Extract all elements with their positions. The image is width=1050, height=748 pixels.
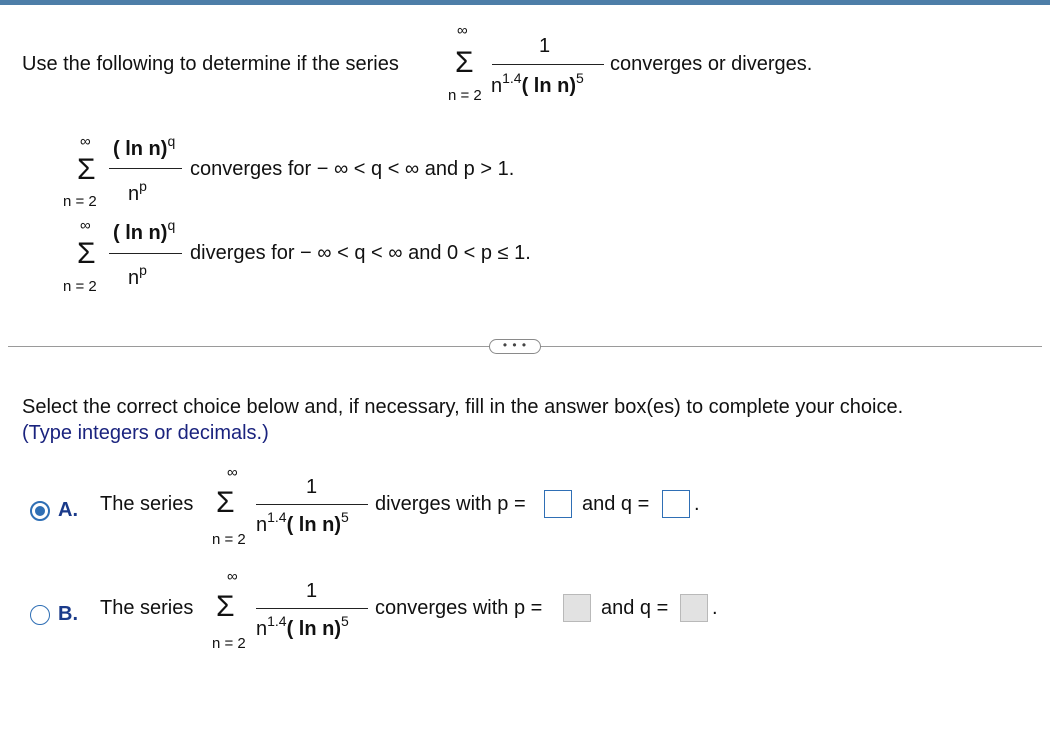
- option-b-verdict: converges with p =: [375, 597, 543, 619]
- option-a-q-input[interactable]: [662, 490, 690, 518]
- option-a-letter: A.: [58, 499, 78, 521]
- fact-upper-limit: ∞: [80, 217, 91, 234]
- series-lower-limit: n = 2: [212, 635, 246, 652]
- sigma-symbol: Σ: [77, 153, 96, 186]
- series-numerator: 1: [306, 580, 318, 602]
- sigma-symbol: Σ: [216, 590, 235, 623]
- option-a-and-q: and q =: [582, 493, 650, 515]
- instruction-hint: (Type integers or decimals.): [22, 422, 269, 444]
- option-b-period: .: [712, 597, 718, 619]
- option-b-and-q: and q =: [601, 597, 669, 619]
- option-b-p-input[interactable]: [563, 594, 591, 622]
- sigma-symbol: Σ: [77, 237, 96, 270]
- series-denominator: $n^{1.4}$( ln n)$^5$: [256, 509, 349, 536]
- fraction-bar: [109, 168, 182, 169]
- fact-lower-limit: n = 2: [63, 193, 97, 210]
- fact-numerator: ( ln n)$^q$: [113, 217, 176, 244]
- fraction-bar: [256, 608, 368, 609]
- fraction-bar: [109, 253, 182, 254]
- question-prefix: Use the following to determine if the series: [22, 53, 399, 75]
- series-lower-limit: n = 2: [212, 531, 246, 548]
- instruction-text: Select the correct choice below and, if necessary, fill in the answer box(es) to complete your choice.: [22, 396, 904, 418]
- top-accent-bar: [0, 0, 1050, 5]
- series-upper-limit: ∞: [457, 22, 468, 39]
- option-a-verdict: diverges with p =: [375, 493, 526, 515]
- sigma-symbol: Σ: [216, 486, 235, 519]
- fact-lower-limit: n = 2: [63, 278, 97, 295]
- option-b-letter: B.: [58, 603, 78, 625]
- fact-upper-limit: ∞: [80, 133, 91, 150]
- option-a-p-input[interactable]: [544, 490, 572, 518]
- series-upper-limit: ∞: [227, 464, 238, 481]
- question-suffix: converges or diverges.: [610, 53, 813, 75]
- option-b-q-input[interactable]: [680, 594, 708, 622]
- option-a-radio[interactable]: [30, 501, 50, 521]
- series-denominator: $n^{1.4}$( ln n)$^5$: [491, 70, 584, 97]
- series-numerator: 1: [306, 476, 318, 498]
- fraction-bar: [492, 64, 604, 65]
- fraction-bar: [256, 504, 368, 505]
- option-a-lead: The series: [100, 493, 194, 515]
- fact-text: diverges for − ∞ < q < ∞ and 0 < p ≤ 1.: [190, 242, 531, 264]
- fact-text: converges for − ∞ < q < ∞ and p > 1.: [190, 158, 515, 180]
- series-upper-limit: ∞: [227, 568, 238, 585]
- option-b-lead: The series: [100, 597, 194, 619]
- more-button[interactable]: • • •: [489, 339, 541, 354]
- series-lower-limit: n = 2: [448, 87, 482, 104]
- fact-denominator: $n^p$: [128, 262, 147, 289]
- fact-numerator: ( ln n)$^q$: [113, 133, 176, 160]
- sigma-symbol: Σ: [455, 46, 474, 79]
- option-a-period: .: [694, 493, 700, 515]
- series-numerator: 1: [539, 35, 551, 57]
- fact-denominator: $n^p$: [128, 178, 147, 205]
- series-denominator: $n^{1.4}$( ln n)$^5$: [256, 613, 349, 640]
- option-b-radio[interactable]: [30, 605, 50, 625]
